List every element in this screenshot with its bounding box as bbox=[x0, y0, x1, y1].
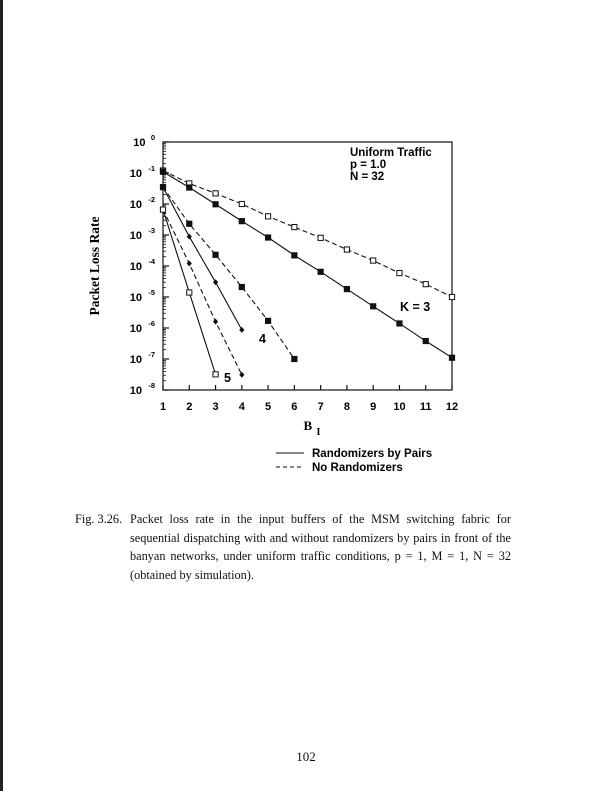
x-tick-label: 11 bbox=[419, 401, 432, 413]
series-k-4-no-randomizers bbox=[160, 185, 297, 362]
y-tick-exponent: 0 bbox=[150, 133, 155, 142]
y-tick-exponent: -4 bbox=[148, 257, 155, 266]
y-tick-label: 10 bbox=[129, 354, 142, 366]
x-tick-label: 9 bbox=[370, 401, 377, 413]
data-point-square bbox=[344, 247, 349, 252]
y-tick-label: 10 bbox=[129, 323, 142, 335]
y-tick-label: 10 bbox=[129, 385, 142, 397]
series-line bbox=[163, 187, 242, 330]
curve-label: 5 bbox=[224, 371, 231, 385]
data-point-square bbox=[187, 221, 192, 226]
x-tick-label: 5 bbox=[265, 401, 272, 413]
data-point-square bbox=[318, 269, 323, 274]
data-point-square bbox=[160, 169, 165, 174]
series-k-5-no-randomizers bbox=[160, 207, 244, 378]
series-line bbox=[163, 171, 452, 297]
y-tick-label: 10 bbox=[129, 230, 142, 242]
series-k-4-randomizers-by-pairs bbox=[160, 184, 244, 333]
annotation-text: Uniform Traffic bbox=[350, 147, 432, 159]
data-point-square bbox=[371, 258, 376, 263]
data-point-square bbox=[213, 252, 218, 257]
x-tick-label: 6 bbox=[291, 401, 298, 413]
series-k-3-randomizers-by-pairs bbox=[160, 169, 454, 360]
x-tick-label: 4 bbox=[238, 401, 245, 413]
y-tick-label: 10 bbox=[129, 292, 142, 304]
data-point-diamond bbox=[213, 319, 218, 325]
series-line bbox=[163, 210, 242, 375]
data-point-square bbox=[292, 356, 297, 361]
data-point-diamond bbox=[239, 372, 244, 378]
series-k-3-no-randomizers bbox=[160, 168, 454, 300]
page-number: 102 bbox=[296, 749, 316, 764]
data-point-square bbox=[239, 219, 244, 224]
y-axis-label: Packet Loss Rate bbox=[87, 216, 102, 316]
series-k-5-randomizers-by-pairs bbox=[160, 207, 218, 377]
data-point-square bbox=[187, 290, 192, 295]
y-tick-exponent: -2 bbox=[148, 195, 155, 204]
data-point-square bbox=[423, 338, 428, 343]
y-tick-label: 10 bbox=[129, 168, 142, 180]
x-tick-label: 2 bbox=[186, 401, 193, 413]
x-tick-label: 1 bbox=[159, 401, 167, 413]
series-line bbox=[163, 172, 452, 358]
caption-text: Packet loss rate in the input buffers of the MSM switching fabric for sequential dispatching with and without randomizers by pairs in front of the banyan networks, under uniform traffic conditions, p = 1, M = 1, N = 32 (obtained by simulation). bbox=[130, 512, 511, 582]
data-point-square bbox=[160, 207, 165, 212]
data-point-square bbox=[213, 372, 218, 377]
y-tick-exponent: -5 bbox=[148, 288, 155, 297]
y-tick-label: 10 bbox=[129, 199, 142, 211]
data-point-square bbox=[265, 318, 270, 323]
x-tick-label: 8 bbox=[343, 401, 350, 413]
figure-caption bbox=[75, 510, 511, 584]
data-point-square bbox=[371, 304, 376, 309]
curve-label: K = 3 bbox=[400, 300, 431, 314]
y-tick-exponent: -6 bbox=[148, 319, 155, 328]
data-point-square bbox=[344, 286, 349, 291]
y-tick-label: 10 bbox=[129, 261, 142, 273]
data-point-square bbox=[292, 224, 297, 229]
legend-label: No Randomizers bbox=[312, 462, 403, 474]
data-point-diamond bbox=[239, 327, 244, 333]
data-point-square bbox=[213, 202, 218, 207]
x-axis-label: B bbox=[303, 418, 313, 433]
x-tick-label: 3 bbox=[212, 401, 219, 413]
curve-label: 4 bbox=[259, 332, 266, 346]
y-tick-exponent: -8 bbox=[148, 381, 155, 390]
annotation-text: p = 1.0 bbox=[350, 159, 387, 171]
data-point-diamond bbox=[187, 261, 192, 267]
data-point-square bbox=[397, 321, 402, 326]
data-point-square bbox=[265, 235, 270, 240]
annotation-text: N = 32 bbox=[350, 171, 385, 183]
data-point-square bbox=[239, 201, 244, 206]
data-point-square bbox=[213, 191, 218, 196]
x-tick-label: 7 bbox=[317, 401, 324, 413]
data-point-square bbox=[292, 253, 297, 258]
legend-label: Randomizers by Pairs bbox=[312, 448, 433, 460]
x-tick-label: 10 bbox=[393, 401, 406, 413]
y-tick-exponent: -3 bbox=[148, 226, 155, 235]
data-point-square bbox=[187, 185, 192, 190]
y-tick-exponent: -7 bbox=[148, 350, 155, 359]
data-point-square bbox=[397, 271, 402, 276]
x-tick-label: 12 bbox=[445, 401, 459, 413]
y-tick-label: 10 bbox=[133, 137, 146, 149]
x-axis-label-subscript: I bbox=[316, 427, 321, 438]
data-point-square bbox=[318, 235, 323, 240]
data-point-square bbox=[423, 282, 428, 287]
data-point-square bbox=[239, 284, 244, 289]
data-point-square bbox=[265, 214, 270, 219]
data-point-square bbox=[449, 294, 454, 299]
data-point-square bbox=[449, 355, 454, 360]
caption-label: Fig. 3.26. bbox=[75, 512, 123, 526]
y-tick-exponent: -1 bbox=[148, 164, 155, 173]
